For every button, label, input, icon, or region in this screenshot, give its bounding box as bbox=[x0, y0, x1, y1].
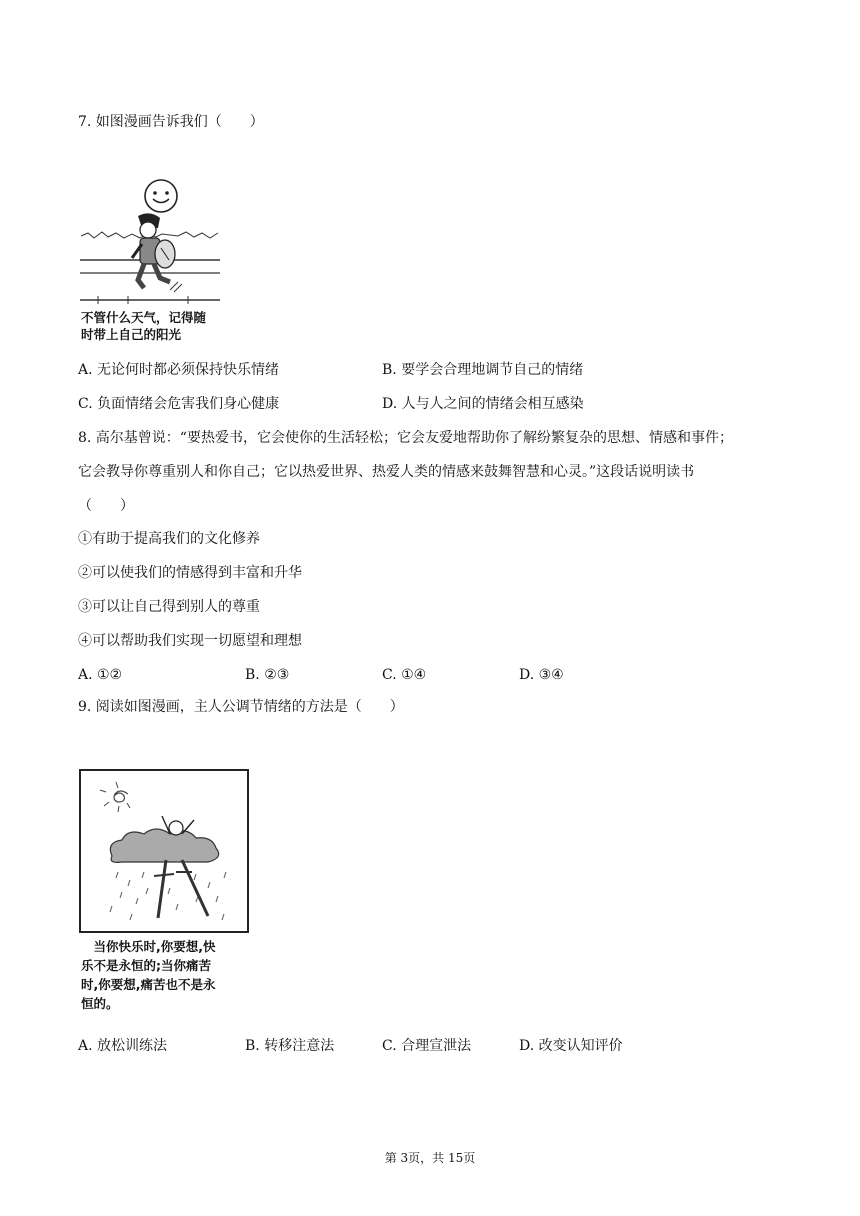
q9-cartoon bbox=[78, 768, 250, 1018]
q7-option-d[interactable]: D. 人与人之间的情绪会相互感染 bbox=[382, 396, 584, 412]
q9-caption-line-4: 恒的。 bbox=[81, 996, 119, 1011]
q9-caption-line-1: 当你快乐时,你要想,快 bbox=[81, 939, 216, 954]
q9-option-b[interactable]: B. 转移注意法 bbox=[245, 1038, 335, 1054]
q8-option-a[interactable]: A. ①② bbox=[78, 667, 123, 683]
q9-caption-line-3: 时,你要想,痛苦也不是永 bbox=[81, 977, 216, 992]
q8-statement-2: ②可以使我们的情感得到丰富和升华 bbox=[78, 565, 302, 581]
q9-option-a[interactable]: A. 放松训练法 bbox=[78, 1038, 168, 1054]
q7-stem: 7. 如图漫画告诉我们（ ） bbox=[78, 114, 264, 130]
q8-option-c[interactable]: C. ①④ bbox=[382, 667, 427, 683]
q7-option-c[interactable]: C. 负面情绪会危害我们身心健康 bbox=[78, 396, 280, 412]
q7-caption-line-2: 时带上自己的阳光 bbox=[81, 327, 182, 342]
running-boy-illustration bbox=[78, 178, 223, 308]
q8-stem-line-2: 它会教导你尊重别人和你自己；它以热爱世界、热爱人类的情感来鼓舞智慧和心灵。”这段话说明读书 bbox=[78, 464, 695, 480]
q9-stem: 9. 阅读如图漫画，主人公调节情绪的方法是（ ） bbox=[78, 699, 404, 715]
q7-cartoon bbox=[78, 178, 223, 343]
q7-caption-line-1: 不管什么天气，记得随 bbox=[81, 310, 207, 325]
q8-statement-1: ①有助于提高我们的文化修养 bbox=[78, 531, 260, 547]
q8-statement-4: ④可以帮助我们实现一切愿望和理想 bbox=[78, 633, 302, 649]
q7-option-a[interactable]: A. 无论何时都必须保持快乐情绪 bbox=[78, 362, 280, 378]
q9-option-d[interactable]: D. 改变认知评价 bbox=[519, 1038, 623, 1054]
q8-stem-line-3: （ ） bbox=[78, 498, 134, 514]
q8-statement-3: ③可以让自己得到别人的尊重 bbox=[78, 599, 260, 615]
q9-caption-line-2: 乐不是永恒的;当你痛苦 bbox=[81, 958, 211, 973]
q9-option-c[interactable]: C. 合理宣泄法 bbox=[382, 1038, 472, 1054]
q8-stem-line-1: 8. 高尔基曾说：“要热爱书，它会使你的生活轻松；它会友爱地帮助你了解纷繁复杂的思想、情感和事件； bbox=[78, 430, 733, 446]
q8-option-d[interactable]: D. ③④ bbox=[519, 667, 564, 683]
q8-option-b[interactable]: B. ②③ bbox=[245, 667, 290, 683]
stilts-in-rain-illustration bbox=[78, 768, 250, 934]
page-number: 第 3页，共 15页 bbox=[384, 1151, 476, 1165]
q7-option-b[interactable]: B. 要学会合理地调节自己的情绪 bbox=[382, 362, 584, 378]
